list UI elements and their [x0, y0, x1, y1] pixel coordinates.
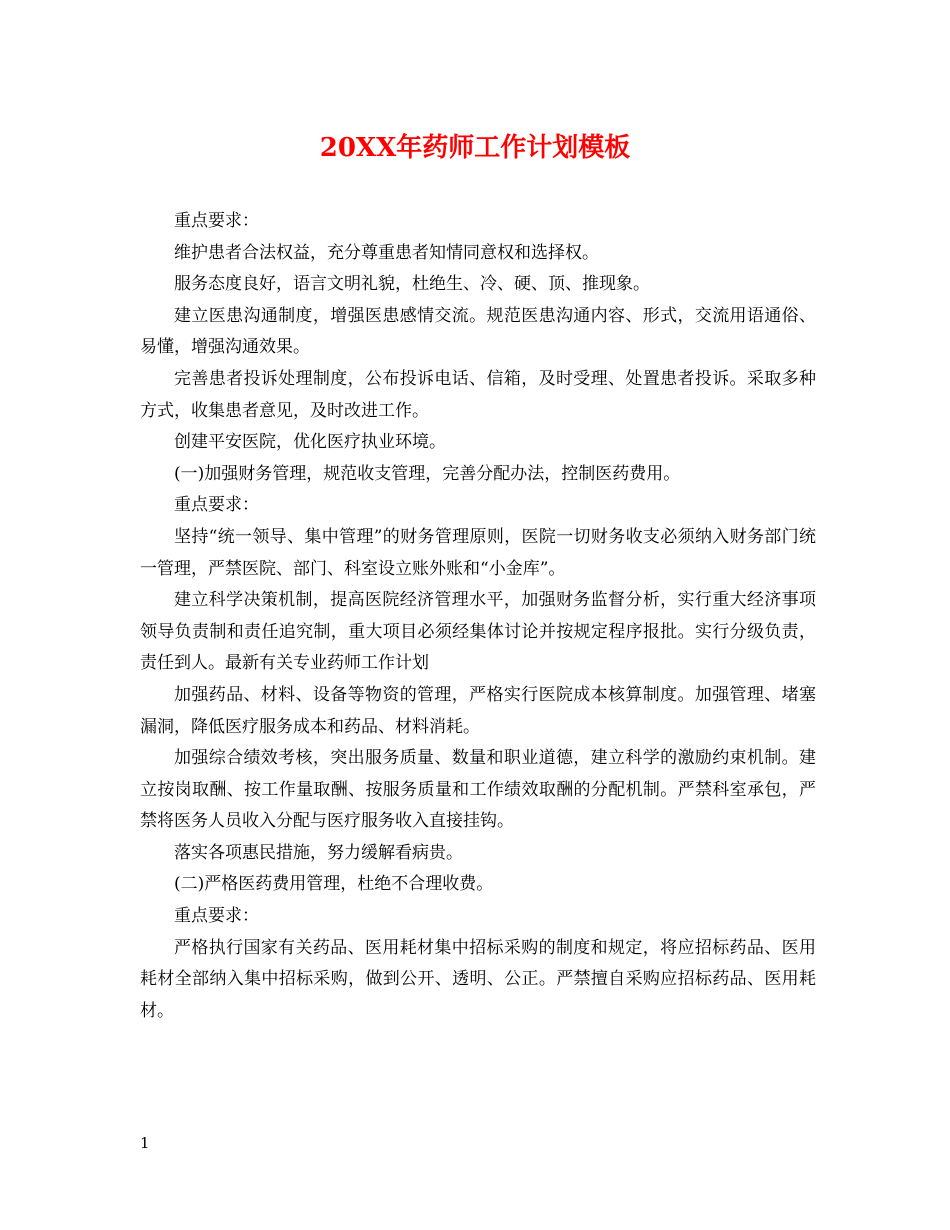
- paragraph: 服务态度良好，语言文明礼貌，杜绝生、冷、硬、顶、推现象。: [174, 274, 650, 295]
- paragraph: 加强药品、材料、设备等物资的管理，严格实行医院成本核算制度。加强管理、堵塞漏洞，降低医疗服务成本和药品、材料消耗。: [140, 684, 816, 737]
- paragraph: 创建平安医院，优化医疗执业环境。: [174, 432, 446, 453]
- paragraph: 重点要求：: [174, 211, 259, 231]
- paragraph: 坚持“统一领导、集中管理”的财务管理原则，医院一切财务收支必须纳入财务部门统一管理，严禁医院、部门、科室设立账外账和“小金库”。: [140, 526, 816, 579]
- document-body: [140, 206, 816, 1027]
- section-heading: (一)加强财务管理，规范收支管理，完善分配办法，控制医药费用。: [174, 463, 681, 484]
- paragraph: 维护患者合法权益，充分尊重患者知情同意权和选择权。: [174, 242, 599, 263]
- section-heading: (二)严格医药费用管理，杜绝不合理收费。: [174, 874, 494, 895]
- paragraph: 重点要求：: [174, 495, 259, 516]
- paragraph: 严格执行国家有关药品、医用耗材集中招标采购的制度和规定，将应招标药品、医用耗材全部纳入集中招标采购，做到公开、透明、公正。严禁擅自采购应招标药品、医用耗材。: [140, 937, 816, 1021]
- paragraph: 完善患者投诉处理制度，公布投诉电话、信箱，及时受理、处置患者投诉。采取多种方式，收集患者意见，及时改进工作。: [140, 368, 816, 421]
- paragraph: 重点要求：: [174, 906, 259, 927]
- paragraph: 建立医患沟通制度，增强医患感情交流。规范医患沟通内容、形式，交流用语通俗、易懂，增强沟通效果。: [140, 305, 816, 358]
- paragraph: 落实各项惠民措施，努力缓解看病贵。: [174, 842, 463, 863]
- paragraph: 建立科学决策机制，提高医院经济管理水平，加强财务监督分析，实行重大经济事项领导负责制和责任追究制，重大项目必须经集体讨论并按规定程序报批。实行分级负责，责任到人。最新有关专业药师工作计划: [140, 590, 816, 674]
- paragraph: 加强综合绩效考核，突出服务质量、数量和职业道德，建立科学的激励约束机制。建立按岗取酬、按工作量取酬、按服务质量和工作绩效取酬的分配机制。严禁科室承包，严禁将医务人员收入分配与医疗服务收入直接挂钩。: [140, 748, 816, 832]
- page-number: 1: [140, 1134, 150, 1152]
- document-title: 20XX年药师工作计划模板: [319, 133, 631, 163]
